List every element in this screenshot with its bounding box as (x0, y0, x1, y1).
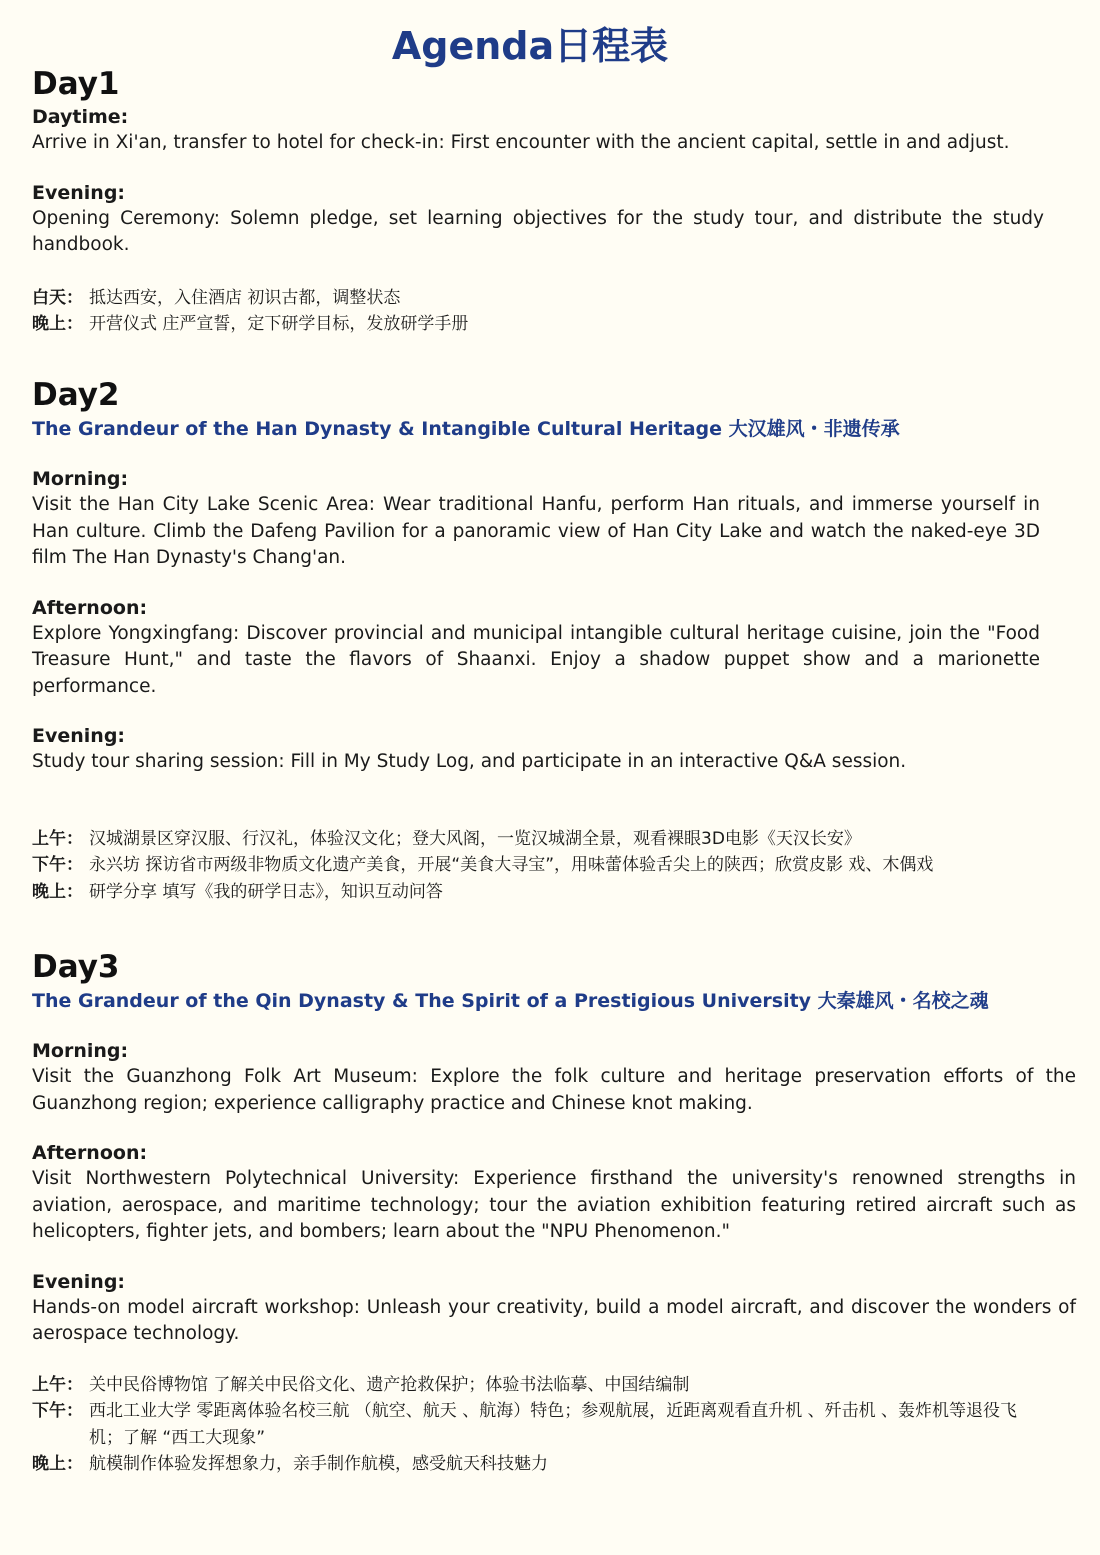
slot-text: Visit Northwestern Polytechnical University: Experience firsthand the university's renowned strengths in aviation, aerospace, and maritime technology; tour the aviation exhibition featuring retired aircraft such as helicopters, fighter jets, and bombers; learn about the "NPU Phenomenon." (32, 1168, 1076, 1242)
chinese-summary (32, 285, 1076, 338)
daytime-slot (32, 104, 1076, 157)
cn-text: 汉城湖景区穿汉服、行汉礼，体验汉文化；登大风阁，一览汉城湖全景，观看裸眼3D电影《天汉长安》 (89, 828, 861, 849)
cn-label: 白天： (32, 287, 83, 308)
slot-label: Evening: (32, 725, 126, 747)
slot-text: Hands-on model aircraft workshop: Unleash your creativity, build a model aircraft, and discover the wonders of aerospace technology. (32, 1296, 1076, 1344)
slot-label: Morning: (32, 468, 129, 490)
cn-label: 晚上： (32, 1454, 83, 1474)
slot-text: Explore Yongxingfang: Discover provincial and municipal intangible cultural heritage cuisine, join the "Food Treasure Hunt," and taste the flavors of Shaanxi. Enjoy a shadow puppet show and a marionette performance. (32, 622, 1040, 697)
cn-label: 晚上： (32, 314, 83, 334)
cn-row (32, 1372, 1042, 1399)
cn-row (32, 1398, 1042, 1451)
slot-label: Evening: (32, 181, 126, 204)
cn-row (32, 311, 1076, 338)
evening-slot (32, 180, 1076, 259)
slot-label: Afternoon: (32, 1142, 148, 1164)
day-heading: Day2 (32, 377, 120, 413)
cn-label: 晚上： (32, 881, 83, 902)
day1-section (32, 64, 1076, 338)
cn-text: 关中民俗博物馆 了解关中民俗文化、遗产抢救保护；体验书法临摹、中国结编制 (89, 1374, 690, 1395)
cn-text: 研学分享 填写《我的研学日志》，知识互动问答 (89, 881, 443, 902)
day3-section (32, 947, 1076, 1478)
evening-slot (32, 1269, 1076, 1348)
chinese-summary (32, 826, 1032, 906)
chinese-summary (32, 1372, 1042, 1478)
cn-label: 上午： (32, 1374, 83, 1395)
cn-text: 永兴坊 探访省市两级非物质文化遗产美食，开展“美食大寻宝”，用味蕾体验舌尖上的陕西；欣赏皮影 戏、木偶戏 (89, 855, 934, 875)
day-heading: Day3 (32, 949, 120, 985)
afternoon-slot (32, 595, 1076, 701)
cn-row (32, 826, 1032, 853)
morning-slot (32, 466, 1076, 572)
cn-row (32, 285, 1076, 312)
cn-text: 开营仪式 庄严宣誓，定下研学目标，发放研学手册 (89, 314, 469, 334)
cn-row (32, 879, 1032, 906)
afternoon-slot (32, 1140, 1076, 1246)
cn-text: 西北工业大学 零距离体验名校三航 （航空、航天 、航海）特色；参观航展，近距离观看直升机 、歼击机 、轰炸机等退役飞机；了解 “西工大现象” (89, 1401, 1018, 1448)
cn-label: 下午： (32, 1401, 83, 1421)
cn-row (32, 852, 1032, 879)
slot-label: Morning: (32, 1040, 129, 1062)
slot-text: Study tour sharing session: Fill in My Study Log, and participate in an interactive Q&A session. (32, 751, 907, 772)
cn-text: 抵达西安，入住酒店 初识古都，调整状态 (89, 287, 401, 308)
slot-text: Visit the Han City Lake Scenic Area: Wear traditional Hanfu, perform Han rituals, and immerse yourself in Han culture. Climb the Dafeng Pavilion for a panoramic view of Han City Lake and watch the naked-eye 3D film The Han Dynasty's Chang'an. (32, 494, 1040, 568)
day-heading: Day1 (32, 66, 120, 102)
cn-label: 上午： (32, 828, 83, 849)
slot-label: Daytime: (32, 106, 129, 128)
cn-row (32, 1451, 1042, 1478)
day-theme: The Grandeur of the Qin Dynasty & The Spirit of a Prestigious University 大秦雄风・名校之魂 (32, 990, 989, 1012)
slot-text: Opening Ceremony: Solemn pledge, set learning objectives for the study tour, and distribute the study handbook. (32, 207, 1044, 255)
slot-text: Arrive in Xi'an, transfer to hotel for check-in: First encounter with the ancient capital, settle in and adjust. (32, 132, 1010, 153)
day-theme: The Grandeur of the Han Dynasty & Intangible Cultural Heritage 大汉雄风・非遗传承 (32, 418, 900, 440)
slot-text: Visit the Guanzhong Folk Art Museum: Explore the folk culture and heritage preservation efforts of the Guanzhong region; experience calligraphy practice and Chinese knot making. (32, 1066, 1076, 1114)
page-title: Agenda日程表 (391, 24, 669, 68)
cn-text: 航模制作体验发挥想象力，亲手制作航模，感受航天科技魅力 (89, 1454, 548, 1474)
slot-label: Evening: (32, 1270, 126, 1293)
slot-label: Afternoon: (32, 596, 148, 619)
day2-section (32, 375, 1076, 905)
cn-label: 下午： (32, 855, 83, 875)
evening-slot (32, 723, 1076, 776)
morning-slot (32, 1038, 1076, 1117)
